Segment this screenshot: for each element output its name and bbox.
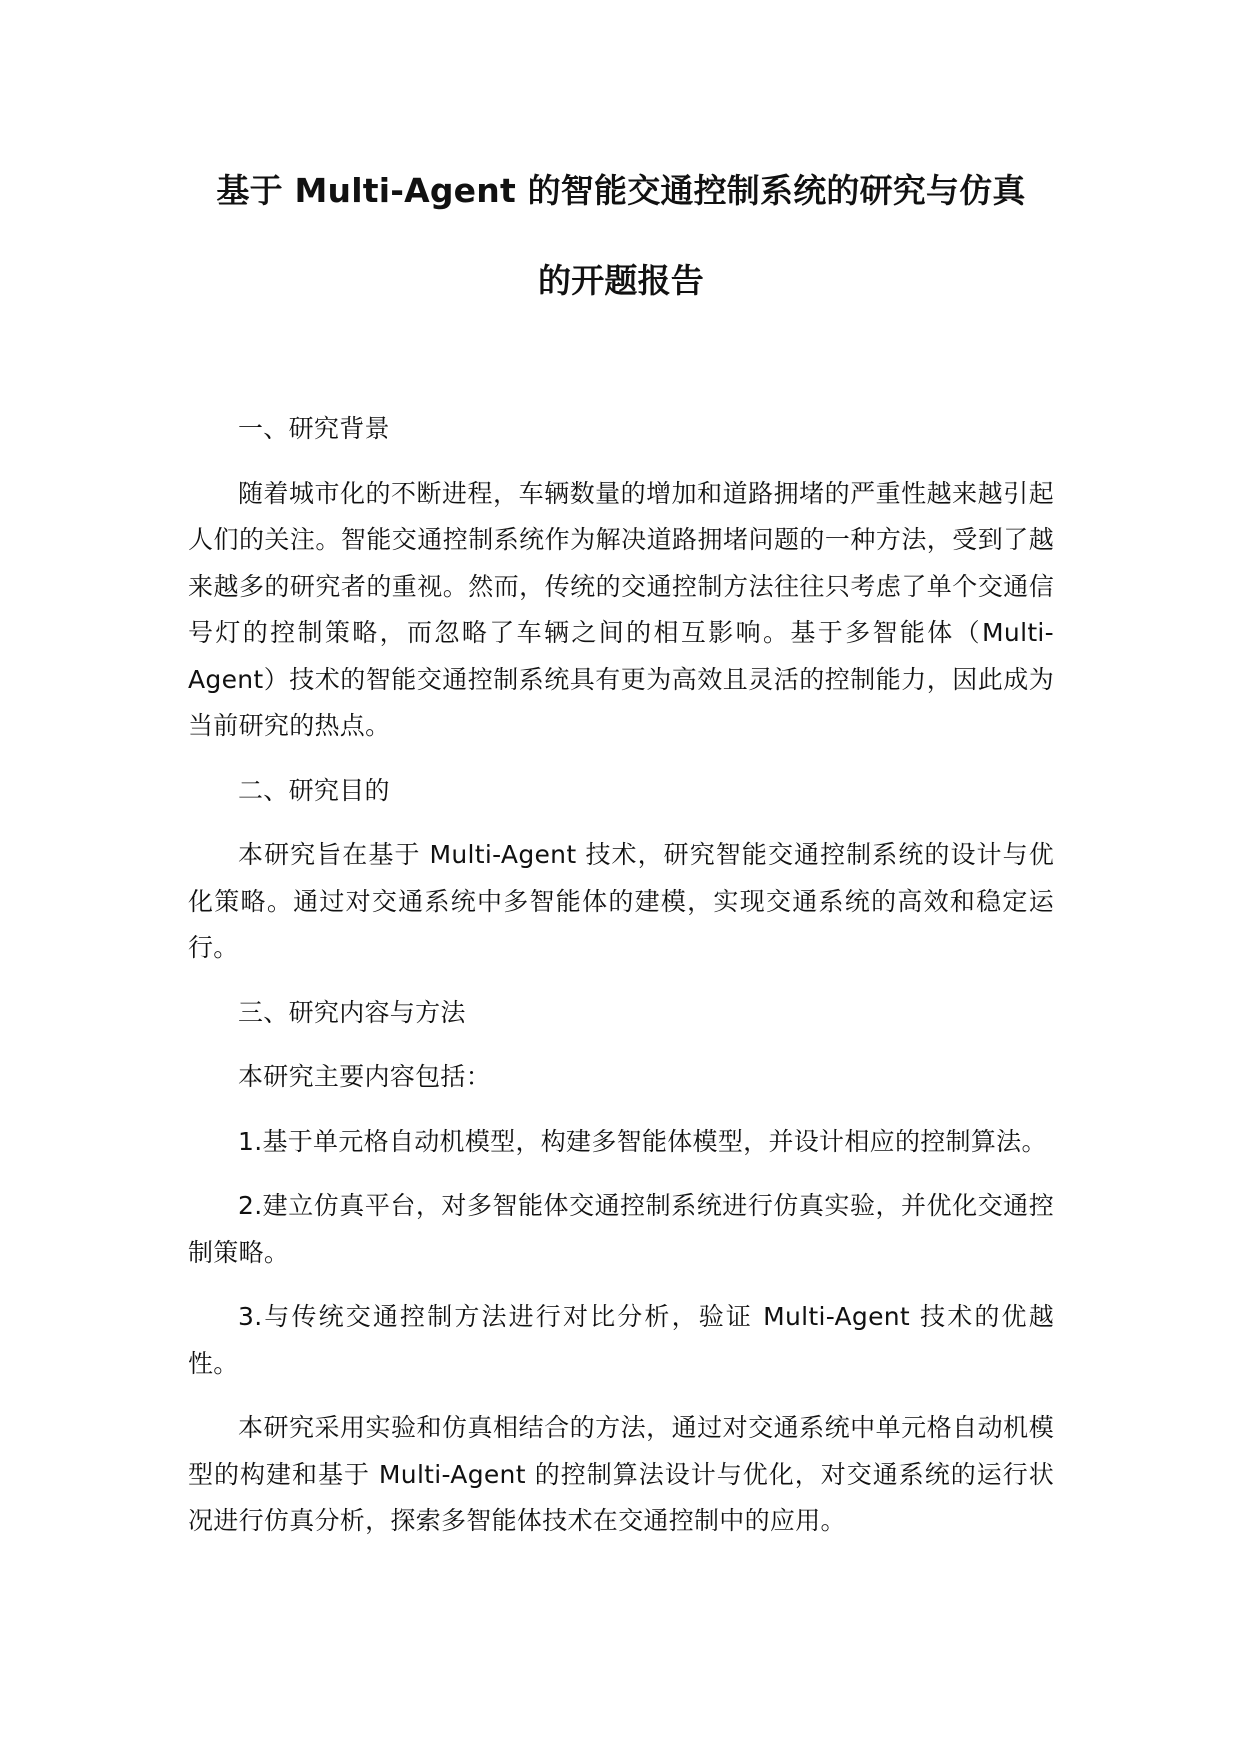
paragraph-content-intro: 本研究主要内容包括： xyxy=(238,1062,492,1091)
paragraph-background: 随着城市化的不断进程，车辆数量的增加和道路拥堵的严重性越来越引起人们的关注。智能交通控制系统作为解决道路拥堵问题的一种方法，受到了越来越多的研究者的重视。然而，传统的交通控制方法往往只考虑了单个交通信号灯的控制策略，而忽略了车辆之间的相互影响。基于多智能体（Multi-Agent）技术的智能交通控制系统具有更为高效且灵活的控制能力，因此成为当前研究的热点。 xyxy=(188,478,1054,740)
paragraph-purpose: 本研究旨在基于 Multi-Agent 技术，研究智能交通控制系统的设计与优化策略。通过对交通系统中多智能体的建模，实现交通系统的高效和稳定运行。 xyxy=(188,840,1054,962)
section-heading-purpose: 二、研究目的 xyxy=(238,775,390,805)
document-title xyxy=(188,146,1054,326)
title-line-1: 基于 Multi-Agent 的智能交通控制系统的研究与仿真 xyxy=(216,171,1026,210)
list-item-2: 2.建立仿真平台，对多智能体交通控制系统进行仿真实验，并优化交通控制策略。 xyxy=(188,1191,1054,1267)
section-heading-background: 一、研究背景 xyxy=(238,414,390,443)
list-item-1: 1.基于单元格自动机模型，构建多智能体模型，并设计相应的控制算法。 xyxy=(238,1126,1047,1156)
document-body xyxy=(188,406,1054,1545)
title-line-2: 的开题报告 xyxy=(538,261,704,300)
paragraph-methods: 本研究采用实验和仿真相结合的方法，通过对交通系统中单元格自动机模型的构建和基于 Multi-Agent 的控制算法设计与优化，对交通系统的运行状况进行仿真分析，探索多智能体技术在交通控制中的应用。 xyxy=(188,1413,1054,1535)
list-item-3: 3.与传统交通控制方法进行对比分析，验证 Multi-Agent 技术的优越性。 xyxy=(188,1302,1054,1378)
section-heading-content-methods: 三、研究内容与方法 xyxy=(238,997,466,1027)
document-page xyxy=(188,168,1054,1563)
